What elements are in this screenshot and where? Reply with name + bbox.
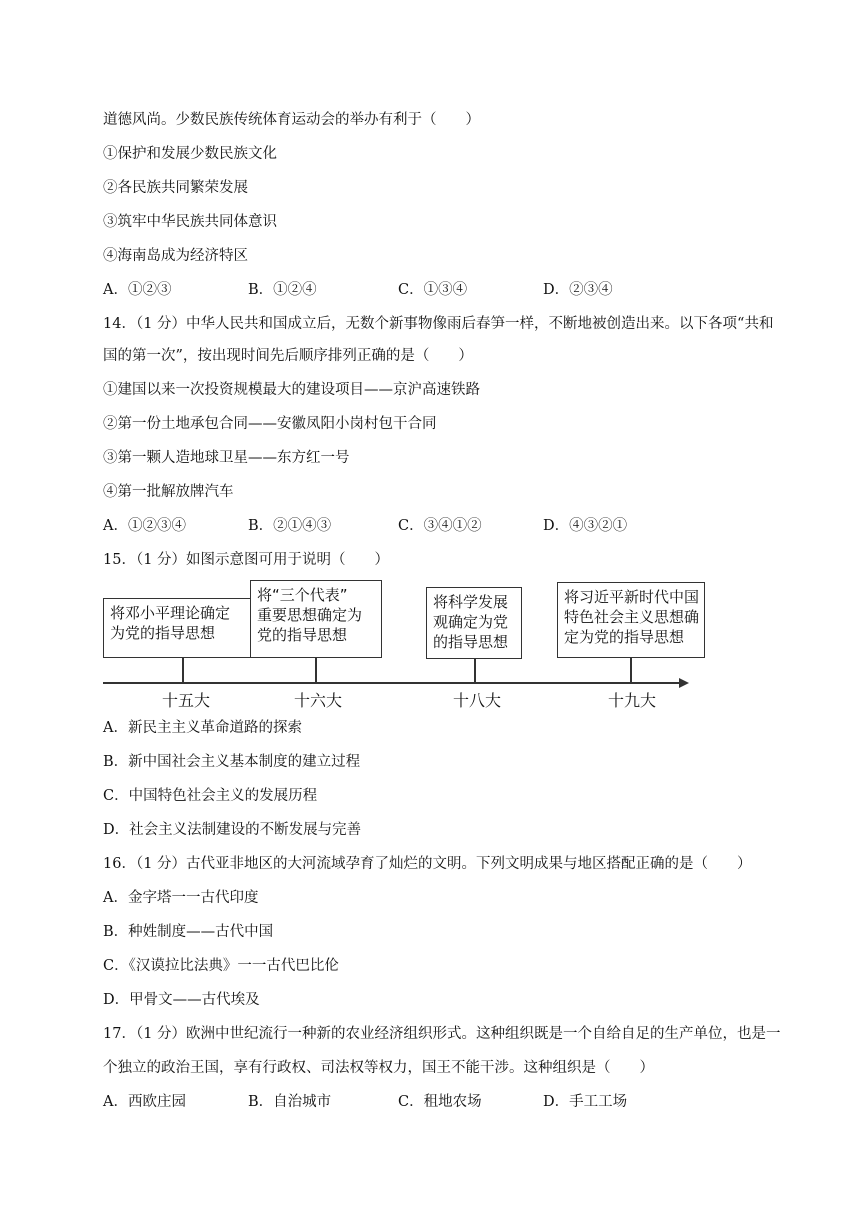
timeline-box-text: 为党的指导思想 <box>110 624 216 642</box>
q13-option-d: D．②③④ <box>543 282 613 298</box>
timeline-label-15th: 十五大 <box>162 691 211 710</box>
q13-option-c: C．①③④ <box>398 282 468 298</box>
q13-item-3: ③筑牢中华民族共同体意识 <box>103 214 277 230</box>
timeline-box-text: 党的指导思想 <box>257 626 348 644</box>
timeline-box-text: 将“三个代表” <box>257 586 348 604</box>
q15-option-a: A．新民主主义革命道路的探索 <box>103 720 302 736</box>
timeline-box-text: 重要思想确定为 <box>257 606 363 624</box>
q13-option-a: A．①②③ <box>103 282 172 298</box>
q14-options <box>103 516 803 536</box>
timeline-box-text: 观确定为党 <box>433 613 509 631</box>
q13-stem-tail: 道德风尚。少数民族传统体育运动会的举办有利于（ ） <box>103 112 480 128</box>
q15-option-b: B．新中国社会主义基本制度的建立过程 <box>103 754 361 770</box>
q14-item-1: ①建国以来一次投资规模最大的建设项目——京沪高速铁路 <box>103 382 480 398</box>
timeline-box-text: 将科学发展 <box>433 593 509 611</box>
timeline-connector <box>474 659 476 683</box>
q17-stem-line-2: 个独立的政治王国，享有行政权、司法权等权力，国王不能干涉。这种组织是（ ） <box>103 1060 654 1076</box>
timeline-box-18th <box>426 587 522 659</box>
q14-option-b: B．②①④③ <box>248 518 332 534</box>
timeline-box-text: 将习近平新时代中国 <box>564 588 700 606</box>
q17-option-b: B．自治城市 <box>248 1094 332 1110</box>
q14-option-a: A．①②③④ <box>103 518 186 534</box>
timeline-box-text: 的指导思想 <box>433 633 509 651</box>
q17-option-c: C．租地农场 <box>398 1094 482 1110</box>
q13-item-2: ②各民族共同繁荣发展 <box>103 180 248 196</box>
q17-stem-line-1: 17．（1 分）欧洲中世纪流行一种新的农业经济组织形式。这种组织既是一个自给自足的生产单位，也是一 <box>103 1026 781 1042</box>
q15-stem: 15．（1 分）如图示意图可用于说明（ ） <box>103 552 390 568</box>
q16-option-b: B．种姓制度——古代中国 <box>103 924 274 940</box>
q17-options <box>103 1092 803 1112</box>
q13-item-4: ④海南岛成为经济特区 <box>103 248 248 264</box>
timeline-label-19th: 十九大 <box>608 691 657 710</box>
q14-item-2: ②第一份土地承包合同——安徽凤阳小岗村包干合同 <box>103 416 437 432</box>
timeline-axis <box>103 682 681 684</box>
q13-option-b: B．①②④ <box>248 282 317 298</box>
timeline-box-16th <box>250 580 382 658</box>
timeline-box-text: 特色社会主义思想确 <box>564 608 700 626</box>
q15-option-d: D．社会主义法制建设的不断发展与完善 <box>103 822 362 838</box>
timeline-label-18th: 十八大 <box>453 691 502 710</box>
q16-option-a: A．金字塔一一古代印度 <box>103 890 259 906</box>
timeline-label-16th: 十六大 <box>294 691 343 710</box>
q16-option-c: C．《汉谟拉比法典》一一古代巴比伦 <box>103 958 339 974</box>
timeline-box-text: 将邓小平理论确定 <box>110 604 231 622</box>
q14-stem-line-2: 国的第一次”，按出现时间先后顺序排列正确的是（ ） <box>103 348 473 364</box>
q16-option-d: D．甲骨文——古代埃及 <box>103 992 260 1008</box>
timeline-connector <box>630 658 632 683</box>
timeline-box-text: 定为党的指导思想 <box>564 628 685 646</box>
q14-item-3: ③第一颗人造地球卫星——东方红一号 <box>103 450 350 466</box>
timeline-arrow-icon <box>679 678 689 688</box>
q16-stem: 16．（1 分）古代亚非地区的大河流域孕育了灿烂的文明。下列文明成果与地区搭配正确的是（ ） <box>103 856 752 872</box>
q17-option-a: A．西欧庄园 <box>103 1094 186 1110</box>
timeline-connector <box>182 658 184 683</box>
q15-option-c: C．中国特色社会主义的发展历程 <box>103 788 318 804</box>
q14-option-c: C．③④①② <box>398 518 482 534</box>
q13-options <box>103 280 803 300</box>
q14-stem-line-1: 14．（1 分）中华人民共和国成立后，无数个新事物像雨后春笋一样，不断地被创造出来。以下各项“共和 <box>103 316 774 332</box>
q14-item-4: ④第一批解放牌汽车 <box>103 484 234 500</box>
q17-option-d: D．手工工场 <box>543 1094 628 1110</box>
timeline-box-15th <box>103 598 263 658</box>
q13-item-1: ①保护和发展少数民族文化 <box>103 146 277 162</box>
q14-option-d: D．④③②① <box>543 518 628 534</box>
timeline-connector <box>315 658 317 683</box>
timeline-box-19th <box>557 582 705 658</box>
